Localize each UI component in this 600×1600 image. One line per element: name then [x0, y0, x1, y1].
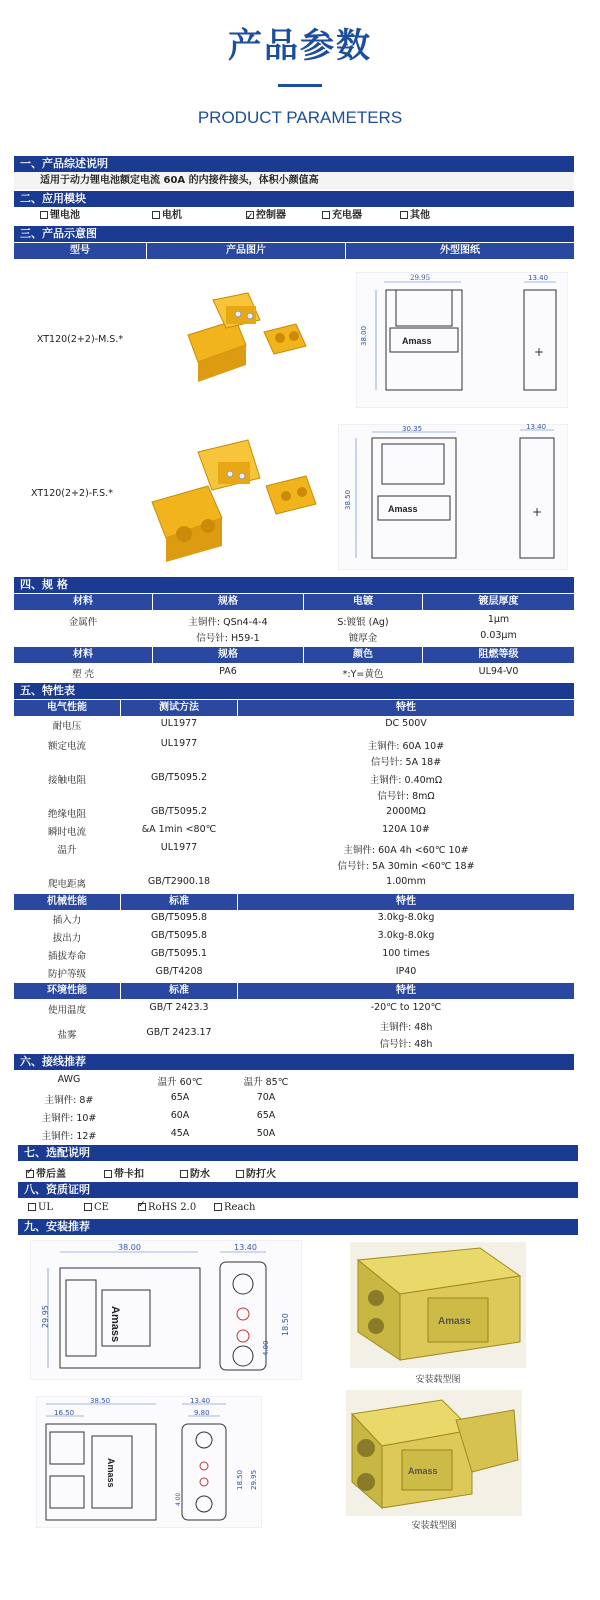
spec-color: *:Y=黄色	[342, 669, 384, 680]
checkbox-icon	[84, 1203, 92, 1211]
option-item[interactable]: ✓带后盖	[26, 1165, 66, 1180]
install-3d-image-2	[346, 1390, 522, 1516]
spec-col: 规格	[153, 594, 303, 610]
elec-method: UL1977	[160, 842, 198, 853]
col-model: 型号	[14, 243, 146, 259]
char-col: 特性	[238, 700, 574, 716]
application-options	[14, 207, 574, 225]
title-underline	[278, 84, 322, 87]
elec-method: GB/T5095.2	[150, 806, 208, 817]
svg-text:Amass: Amass	[408, 1466, 438, 1476]
elec-value: 主铜件: 60A 10#	[367, 741, 445, 752]
env-value: 主铜件: 48h	[379, 1022, 433, 1033]
mech-method: GB/T5095.1	[150, 948, 208, 959]
col-image: 产品图片	[147, 243, 345, 259]
cert-item[interactable]: CE	[84, 1202, 109, 1213]
wiring-current: 65A	[256, 1110, 276, 1121]
svg-text:13.40: 13.40	[528, 274, 549, 282]
spec-col: 电镀	[304, 594, 422, 610]
env-value: 信号针: 48h	[379, 1039, 433, 1050]
outline-drawing-male	[356, 272, 568, 408]
wiring-current: 45A	[170, 1128, 190, 1139]
checkbox-icon	[28, 1203, 36, 1211]
elec-name: 瞬时电流	[47, 827, 86, 838]
checkbox-icon	[40, 211, 48, 219]
section-options-header: 七、选配说明	[18, 1145, 578, 1161]
mech-value: 3.0kg-8.0kg	[377, 930, 435, 941]
svg-text:+: +	[532, 505, 543, 519]
spec-material: 金属件	[68, 617, 98, 628]
option-item[interactable]: 防打火	[236, 1165, 276, 1180]
svg-text:+: +	[534, 345, 545, 359]
svg-text:29.95: 29.95	[250, 1469, 258, 1490]
elec-value: 120A 10#	[382, 824, 430, 835]
mech-value: 3.0kg-8.0kg	[377, 912, 435, 923]
spec-thickness: 1μm	[487, 614, 510, 625]
char-col: 机械性能	[14, 894, 120, 910]
wiring-awg: 主铜件: 12#	[41, 1131, 97, 1142]
section-overview-header: 一、产品综述说明	[14, 156, 574, 172]
checkbox-icon	[180, 1170, 188, 1178]
cert-item[interactable]: UL	[28, 1202, 53, 1213]
spec-value: 信号针: H59-1	[196, 633, 260, 644]
char-col: 标准	[121, 983, 237, 999]
mech-value: 100 times	[382, 948, 430, 959]
checkbox-icon	[322, 211, 330, 219]
spec-col: 镀层厚度	[423, 594, 574, 610]
elec-name: 额定电流	[47, 741, 86, 752]
elec-method: GB/T5095.2	[150, 772, 208, 783]
checkbox-icon	[236, 1170, 244, 1178]
checkbox-icon	[104, 1170, 112, 1178]
page-title: 产品参数	[228, 26, 372, 66]
svg-text:38.00: 38.00	[118, 1243, 141, 1252]
cert-item[interactable]: Reach	[214, 1202, 255, 1213]
svg-text:9.80: 9.80	[194, 1409, 210, 1417]
spec-plating: S:镀银 (Ag)	[337, 617, 389, 628]
wiring-current: 70A	[256, 1092, 276, 1103]
svg-text:4.00: 4.00	[175, 1492, 182, 1506]
product-photo-female	[136, 434, 326, 566]
section-application-header: 二、应用模块	[14, 191, 574, 207]
elec-method: &A 1min <80℃	[141, 824, 217, 835]
spec-col: 材料	[14, 647, 152, 663]
elec-value: 信号针: 8mΩ	[377, 791, 435, 802]
svg-text:30.35: 30.35	[402, 425, 423, 433]
env-method: GB/T 2423.17	[146, 1027, 212, 1038]
svg-text:Amass: Amass	[109, 1306, 121, 1343]
elec-value: 信号针: 5A 18#	[370, 757, 442, 768]
env-value: -20℃ to 120℃	[370, 1002, 442, 1013]
checkbox-checked-icon	[138, 1203, 146, 1211]
checkbox-checked-icon	[26, 1170, 34, 1178]
svg-text:Amass: Amass	[106, 1458, 116, 1488]
section-wiring-header: 六、接线推荐	[14, 1054, 574, 1070]
checkbox-icon	[152, 211, 160, 219]
elec-value: 信号针: 5A 30min <60℃ 18#	[337, 861, 475, 872]
mech-name: 插入力	[52, 915, 82, 926]
application-option[interactable]: 充电器	[322, 207, 362, 225]
install-drawing-2	[36, 1396, 262, 1528]
spec-material: 塑 壳	[71, 669, 95, 680]
options-row	[18, 1162, 578, 1180]
elec-name: 爬电距离	[47, 879, 86, 890]
application-option[interactable]: ✓ 控制器	[246, 207, 286, 225]
env-method: GB/T 2423.3	[149, 1002, 209, 1013]
elec-value: 主铜件: 60A 4h <60℃ 10#	[343, 845, 469, 856]
svg-text:38.50: 38.50	[90, 1397, 111, 1405]
elec-name: 接触电阻	[47, 775, 86, 786]
mech-value: IP40	[395, 966, 417, 977]
col-drawing: 外型图纸	[346, 243, 574, 259]
model-name: XT120(2+2)-F.S.*	[31, 488, 113, 499]
model-name: XT120(2+2)-M.S.*	[36, 334, 124, 345]
certification-row	[18, 1199, 578, 1217]
svg-text:38.00: 38.00	[360, 325, 368, 346]
char-col: 标准	[121, 894, 237, 910]
page-subtitle: PRODUCT PARAMETERS	[197, 108, 403, 127]
wiring-awg: 主铜件: 8#	[44, 1095, 94, 1106]
section-certification-header: 八、资质证明	[18, 1182, 578, 1198]
env-name: 盐雾	[57, 1030, 77, 1041]
outline-drawing-female	[338, 424, 568, 570]
svg-text:18.50: 18.50	[281, 1313, 290, 1336]
checkbox-checked-icon	[246, 211, 254, 219]
section-install-header: 九、安装推荐	[18, 1219, 578, 1235]
application-option[interactable]: 电机	[152, 207, 182, 225]
svg-text:13.40: 13.40	[190, 1397, 211, 1405]
svg-text:29.95: 29.95	[41, 1305, 50, 1328]
product-photo-male	[168, 290, 320, 390]
mech-name: 拔出力	[52, 933, 82, 944]
mech-method: GB/T5095.8	[150, 912, 208, 923]
mech-name: 防护等级	[47, 969, 86, 980]
elec-name: 温升	[57, 845, 77, 856]
char-col: 特性	[238, 894, 574, 910]
wiring-head: 温升 85℃	[243, 1077, 289, 1088]
spec-col: 规格	[153, 647, 303, 663]
install-caption-2: 安装载型图	[411, 1521, 457, 1531]
cert-item[interactable]: ✓ RoHS 2.0	[138, 1202, 196, 1213]
option-item[interactable]: 带卡扣	[104, 1165, 144, 1180]
char-col: 电气性能	[14, 700, 120, 716]
checkbox-icon	[400, 211, 408, 219]
overview-text: 适用于动力锂电池额定电流 60A 的内接件接头，体积小颜值高	[14, 172, 574, 190]
spec-col: 颜色	[304, 647, 422, 663]
spec-value: 主铜件: QSn4-4-4	[188, 617, 268, 628]
elec-value: 1.00mm	[386, 876, 426, 887]
svg-text:Amass: Amass	[388, 504, 418, 514]
install-drawing-1	[30, 1240, 302, 1380]
svg-text:38.50: 38.50	[344, 489, 352, 510]
spec-plating: 镀厚金	[348, 633, 378, 644]
mech-method: GB/T5095.8	[150, 930, 208, 941]
elec-name: 绝缘电阻	[47, 809, 86, 820]
application-option[interactable]: 其他	[400, 207, 430, 225]
elec-method: UL1977	[160, 718, 198, 729]
section-diagram-header: 三、产品示意图	[14, 226, 574, 242]
wiring-current: 65A	[170, 1092, 190, 1103]
wiring-current: 50A	[256, 1128, 276, 1139]
elec-name: 耐电压	[52, 721, 82, 732]
spec-col: 阻燃等级	[423, 647, 574, 663]
install-3d-image-1	[350, 1242, 526, 1368]
section-characteristics-header: 五、特性表	[14, 683, 574, 699]
wiring-awg: 主铜件: 10#	[41, 1113, 97, 1124]
section-spec-header: 四、规 格	[14, 577, 574, 593]
wiring-head: 温升 60℃	[157, 1077, 203, 1088]
elec-method: UL1977	[160, 738, 198, 749]
wiring-current: 60A	[170, 1110, 190, 1121]
option-item[interactable]: 防水	[180, 1165, 210, 1180]
elec-method: GB/T2900.18	[147, 876, 211, 887]
elec-value: 2000MΩ	[386, 806, 426, 817]
install-caption-1: 安装载型图	[415, 1375, 461, 1385]
elec-value: 主铜件: 0.40mΩ	[369, 775, 443, 786]
application-option[interactable]: 锂电池	[40, 207, 80, 225]
spec-thickness: 0.03μm	[480, 630, 517, 641]
char-col: 测试方法	[121, 700, 237, 716]
svg-text:13.40: 13.40	[234, 1243, 257, 1252]
spec-col: 材料	[14, 594, 152, 610]
svg-text:29.95: 29.95	[410, 274, 431, 282]
wiring-head: AWG	[57, 1074, 81, 1085]
svg-text:Amass: Amass	[438, 1316, 471, 1327]
svg-text:18.50: 18.50	[236, 1469, 244, 1490]
mech-name: 插拔寿命	[47, 951, 86, 962]
elec-value: DC 500V	[385, 718, 427, 729]
char-col: 特性	[238, 983, 574, 999]
spec-value: PA6	[219, 666, 237, 677]
svg-text:Amass: Amass	[402, 336, 432, 346]
mech-method: GB/T4208	[155, 966, 203, 977]
checkbox-icon	[214, 1203, 222, 1211]
env-name: 使用温度	[47, 1005, 86, 1016]
spec-flame: UL94-V0	[478, 666, 519, 677]
svg-text:13.40: 13.40	[526, 424, 547, 431]
svg-text:4.00: 4.00	[262, 1340, 270, 1356]
svg-text:16.50: 16.50	[54, 1409, 75, 1417]
char-col: 环境性能	[14, 983, 120, 999]
